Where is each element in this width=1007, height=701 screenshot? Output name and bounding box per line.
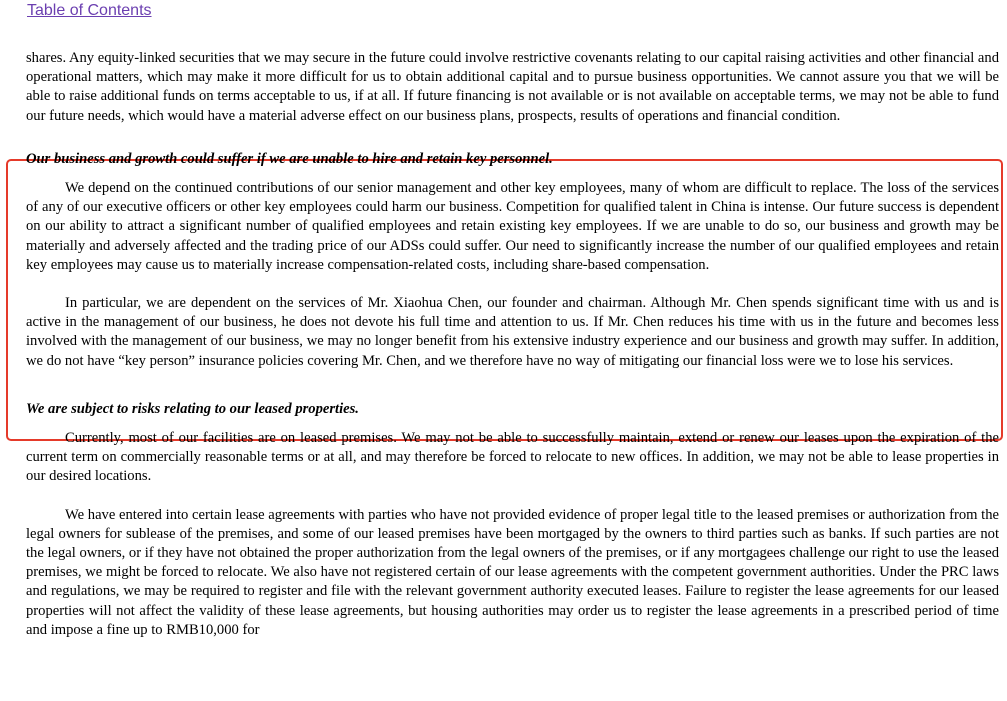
leased-properties-heading: We are subject to risks relating to our leased properties.: [26, 400, 359, 417]
document-body: [26, 49, 999, 640]
key-personnel-heading: Our business and growth could suffer if we are unable to hire and retain key personnel.: [26, 150, 553, 167]
leased-properties-paragraph-1: Currently, most of our facilities are on leased premises. We may not be able to successfully maintain, extend or renew our leases upon the expiration of the current term on commercially reasonable terms or at all, and may therefore be forced to relocate to new offices. In addition, we may not be able to lease properties in our desired locations.: [26, 430, 999, 485]
table-of-contents-link[interactable]: Table of Contents: [27, 2, 152, 19]
intro-paragraph: shares. Any equity-linked securities that we may secure in the future could involve restrictive covenants relating to our capital raising activities and other financial and operational matters, which may make it more difficult for us to obtain additional capital and to pursue business opportunities. We cannot assure you that we will be able to raise additional funds on terms acceptable to us, if at all. If future financing is not available or is not available on acceptable terms, we may not be able to fund our future needs, which would have a material adverse effect on our business plans, prospects, results of operations and financial condition.: [26, 50, 999, 124]
leased-properties-paragraph-2: We have entered into certain lease agreements with parties who have not provided evidence of proper legal title to the leased premises or authorization from the legal owners for sublease of the premises, and some of our leased premises have been mortgaged by the owners to third parties such as banks. If such parties are not the legal owners, or if they have not obtained the proper authorization from the legal owners of the premises, or if any mortgagees challenge our right to use the leased premises, we might be forced to relocate. We also have not registered certain of our lease agreements with the competent government authorities. Under the PRC laws and regulations, we may be required to register and file with the relevant government authority executed leases. Failure to register the lease agreements for our leased properties will not affect the validity of these lease agreements, but housing authorities may order us to register the lease agreements in a prescribed period of time and impose a fine up to RMB10,000 for: [26, 506, 999, 638]
key-personnel-paragraph-1: We depend on the continued contributions of our senior management and other key employees, many of whom are difficult to replace. The loss of the services of any of our executive officers or other key employees could harm our business. Competition for qualified talent in China is intense. Our future success is dependent on our ability to attract a significant number of qualified employees and retain existing key employees. If we are unable to do so, our business and growth may be materially and adversely affected and the trading price of our ADSs could suffer. Our need to significantly increase the number of our qualified employees and retain key employees may cause us to materially increase compensation-related costs, including share-based compensation.: [26, 180, 999, 273]
key-personnel-paragraph-2: In particular, we are dependent on the services of Mr. Xiaohua Chen, our founder and chairman. Although Mr. Chen spends significant time with us and is active in the management of our business, he does not devote his full time and attention to us. If Mr. Chen reduces his time with us in the future and becomes less involved with the management of our business, we may no longer benefit from his extensive industry experience and our business and growth may suffer. In addition, we do not have “key person” insurance policies covering Mr. Chen, and we therefore have no way of mitigating our financial loss were we to lose his services.: [26, 295, 999, 369]
